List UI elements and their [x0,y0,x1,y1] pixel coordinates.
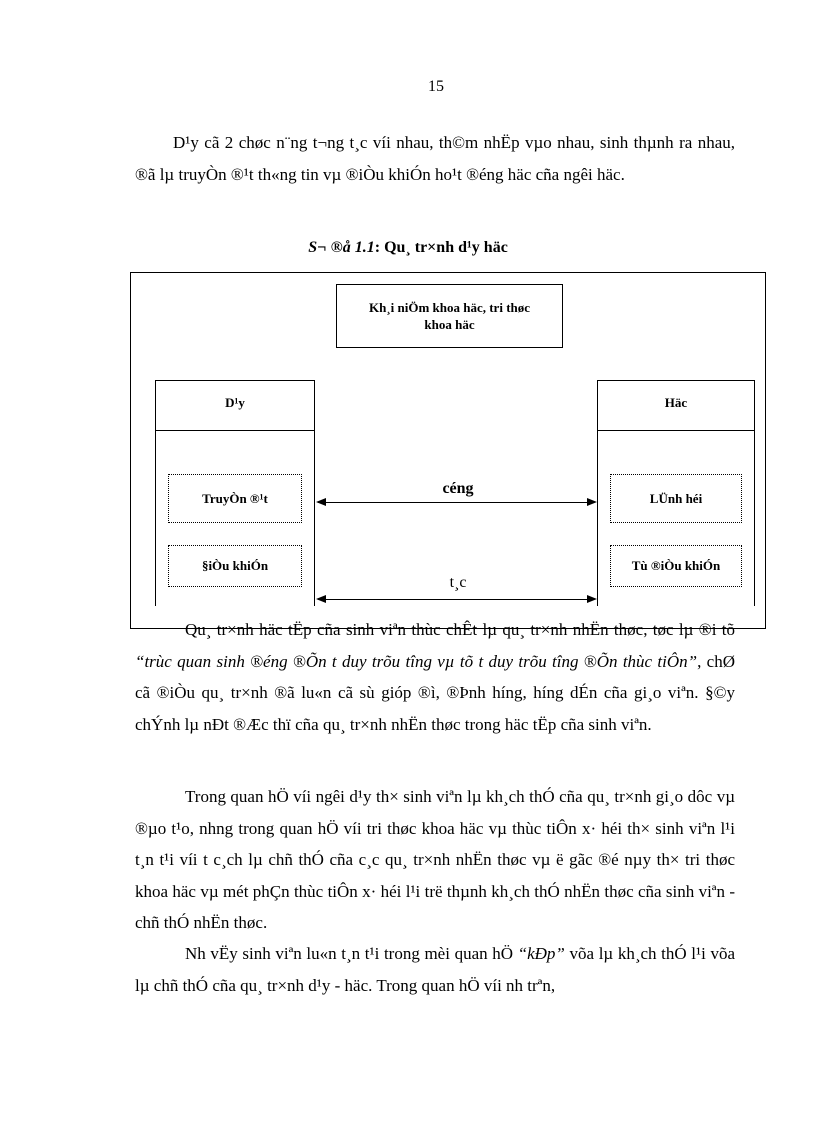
arrow-bottom-label: t¸c [449,574,467,591]
para2-quote: “trùc quan sinh ®éng ®Õn t duy trõu tîng vµ tõ t duy trõu tîng ®Õn thùc tiÔn” [135,651,698,671]
teaching-title: D¹y [225,395,245,410]
teaching-item-control: §iÒu khiÓn [168,545,302,587]
caption-text: : Qu¸ tr×nh d¹y häc [374,239,508,256]
concept-box [336,284,563,348]
para4-quote: “kÐp” [517,944,565,963]
arrow-top-head-right [587,498,597,506]
arrow-top-label: céng [442,480,474,497]
teaching-title-divider [155,430,315,431]
intro-paragraph [135,127,735,190]
concept-box-label: Kh¸i niÖm khoa häc, tri thøc khoa häc [368,300,531,332]
para2-text-b: , chØ cã ®iÒu qu¸ tr×nh ®ã lu«n cã sù gióp ®ì, ®Þnh híng, híng dÉn cña gi¸o viªn. §©y chÝnh lµ nÐt ®Æc thï cña qu¸ tr×nh nhËn thøc trong häc tËp cña sinh viªn. [135,651,735,734]
caption-label: S¬ ®å 1.1 [308,239,375,256]
learning-item-selfcontrol: Tù ®iÒu khiÓn [610,545,742,587]
frame-top [130,272,766,273]
para2-text-a: Qu¸ tr×nh häc tËp cña sinh viªn thùc chÊt lµ qu¸ tr×nh nhËn thøc, tøc lµ ®i tõ [185,620,735,639]
arrow-bottom-line [318,599,594,600]
learning-title-divider [597,430,755,431]
arrow-bottom-head-right [587,595,597,603]
relationship-paragraph [135,781,735,939]
arrow-bottom-head-left [316,595,326,603]
arrow-top-head-left [316,498,326,506]
figure-caption [0,239,816,257]
para3-text: Trong quan hÖ víi ngêi d¹y th× sinh viªn lµ kh¸ch thÓ cña qu¸ tr×nh gi¸o dôc vµ ®µo t¹o, nhng trong quan hÖ víi tri thøc khoa häc vµ thùc tiÔn x· héi th× sinh viªn l¹i t¸n t¹i víi t c¸ch lµ chñ thÓ cña c¸c qu¸ tr×nh nhËn thøc vµ ë gãc ®é nµy th× tri thøc khoa häc vµ mét phÇn thùc tiÔn x· héi l¹i trë thµnh kh¸ch thÓ nhËn thøc cña sinh viªn - chñ thÓ nhËn thøc. [135,787,735,932]
para4-text-a: Nh vËy sinh viªn lu«n t¸n t¹i trong mèi quan hÖ [185,944,518,963]
para4-text-b: võa lµ kh¸ch thÓ l¹i võa lµ chñ thÓ cña qu¸ tr×nh d¹y - häc. Trong quan hÖ víi nh trªn, [135,944,736,995]
dual-role-paragraph [135,938,735,1001]
learning-title: Häc [664,395,688,410]
teaching-item-transmit: TruyÒn ®¹t [168,474,302,523]
frame-right [765,272,766,628]
page-number: 15 [428,78,444,95]
arrow-top-line [318,502,594,503]
intro-text: D¹y cã 2 chøc n¨ng t¬ng t¸c víi nhau, th©m nhËp vµo nhau, sinh thµnh ra nhau, ®ã lµ truyÒn ®¹t th«ng tin vµ ®iÒu khiÓn ho¹t ®éng häc cña ngêi häc. [135,133,735,184]
learning-process-paragraph [135,614,735,740]
learning-item-acquire: LÜnh héi [610,474,742,523]
frame-left [130,272,131,628]
